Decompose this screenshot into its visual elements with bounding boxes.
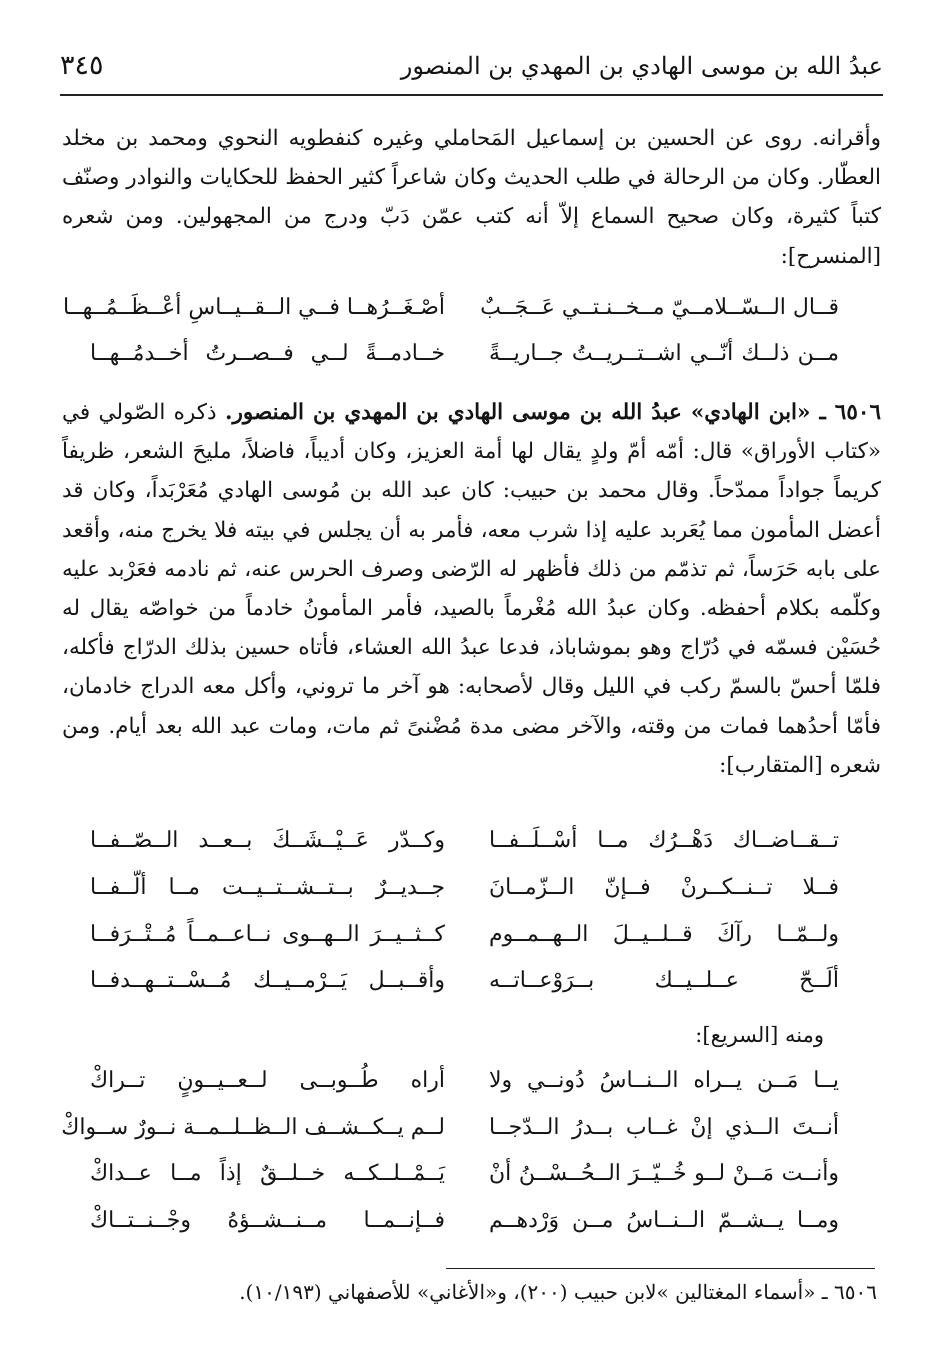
poem-2-verse-2 [90,875,839,909]
footnote-divider [446,1268,875,1269]
poem-2-verse-1-second-hemistich: وكــدّر عَــيْــشَــكَ بــعــد الــصّــفــا [90,828,445,853]
poem-1-verse-2 [90,341,839,375]
intro-paragraph: وأقرانه. روى عن الحسين بن إسماعيل المَحاملي وغيره كنفطويه النحوي ومحمد بن مخلد العطّار. وكان من الرحالة في طلب الحديث وكان شاعراً كثير الحفظ للحكايات والنوادر وصنّف كتباً كثيرة، وكان صحيح السماع إلاّ أنه كتب عمّن دَبّ ودرج من المجهولين. ومن شعره [المنسرح]: [62,126,881,269]
poem-3-verse-3-first-hemistich: وأنــت مَــنْ لــو خُــيّــرَ الــحُــسْــنُ أنْ [489,1161,839,1186]
poem-3-verse-3 [90,1161,839,1195]
poem-1-verse-1 [62,295,839,329]
poem-3-verse-3-second-hemistich: يَــمْــلــكــه خــلــقٌ إذاً مــا عــداكْ [90,1161,445,1186]
poem-2-verse-2-second-hemistich: جــديــرٌ بــتــشــتــيــت مــا ألّــفــا [90,875,445,900]
running-title: عبدُ الله بن موسى الهادي بن المهدي بن المنصور [400,52,883,80]
page-number: ٣٤٥ [60,50,104,81]
poem-3-verse-1-first-hemistich: يــا مَــن يــراه الــنــاسُ دُونــي ولا [489,1068,839,1093]
poem-3-verse-2-second-hemistich: لــم يــكــشــف الــظــلــمــة نــورٌ ســواكْ [61,1115,445,1140]
poem-2-verse-3-first-hemistich: ولــمّــا رآكَ قــلــيــلَ الــهــمــوم [489,922,839,947]
biography-heading: ٦٥٠٦ ـ «ابن الهادي» عبدُ الله بن موسى الهادي بن المهدي بن المنصور. [224,400,881,425]
poem-3-verse-4 [90,1208,839,1242]
poem-3-verse-2-first-hemistich: أنــتَ الــذي إنْ غــاب بــدرُ الــدّجــا [489,1115,839,1140]
biography-entry [62,393,881,785]
poem-2-verse-4-second-hemistich: وأقــبــل يَــرْمــيــك مُــسْــتــهــدفــا [90,968,445,993]
poem-1-verse-2-second-hemistich: خــادمــةً لــي فــصــرتُ أخــدمُــهــا [90,341,445,366]
poem-3-verse-1 [90,1068,839,1102]
poem-1-verse-1-second-hemistich: أصْـغَــرُهــا فــي الــقــيــاسِ أعْــظَــمُــهــا [62,295,445,320]
poem-2-verse-3-second-hemistich: كــثــيــرَ الــهــوى نــاعــمــاً مُــتْــرَفــا [90,922,445,947]
biography-text: ذكره الصّولي في «كتاب الأوراق» قال: أمّه أمّ ولدٍ يقال لها أمة العزيز، وكان أديباً، فاضلاً، مليحَ الشعر، ظريفاً كريماً جواداً ممدّحاً. وقال محمد بن حبيب: كان عبد الله بن مُوسى الهادي مُعَرْبَداً، وكان قد أعضل المأمون مما يُعَربد عليه إذا شرب معه، فأمر به أن يجلس في بيته فلا يخرج منه، وأقعد على بابه حَرَساً، ثم تذمّم من ذلك فأظهر له الرّضى وصرف الحرس عنه، ثم نادمه فعَرْبد عليه وكلّمه بكلام أحفظه. وكان عبدُ الله مُغْرماً بالصيد، فأمر المأمونُ خادماً من خواصّه يقال له حُسَيْن فسمّه في دُرّاج وهو بموشاباذ، فدعا عبدُ الله العشاء، فأتاه حسين بذلك الدرّاج فأكله، فلمّا أحسّ بالسمّ ركب في الليل وقال لأصحابه: هو آخر ما تروني، وأكل معه الدراج خادمان، فأمّا أحدُهما فمات من وقته، والآخر مضى مدة مُضْنىً ثم مات، ومات عبد الله بعد أيام. ومن شعره [المتقارب]: [62,400,881,778]
poem-2-verse-4 [90,968,839,1002]
poem-1-verse-1-first-hemistich: قــال الــسّــلامــيّ مــخــنـتــي عَــجَــبٌ [480,295,839,320]
header-divider [60,94,883,96]
footnote: ٦٥٠٦ ـ «أسماء المغتالين »لابن حبيب (٢٠٠)، و«الأغاني» للأصفهاني (١٠/١٩٣). [239,1280,877,1304]
poem-2-verse-1 [90,828,839,862]
poem-2-verse-1-first-hemistich: تــقــاضــاك دَهْــرُك مــا أسْــلَــفــا [489,828,839,853]
poem-2-verse-3 [90,922,839,956]
poem-3-verse-4-second-hemistich: فــإنــمــا مــنــشــؤهُ وجْــنــتــاكْ [90,1208,445,1233]
poem-3-meter-label: ومنه [السريع]: [695,1023,824,1047]
poem-3-verse-4-first-hemistich: ومــا يــشــمّ الــنــاسُ مــن وَرْدهــم [489,1208,839,1233]
poem-1-verse-2-first-hemistich: مــن ذلــك أنّــي اشــتــريــتُ جــاريــةً [489,341,839,366]
poem-3-verse-2 [61,1115,839,1149]
poem-3-verse-1-second-hemistich: أراه طُــوبــى لــعــيــونٍ تــراكْ [90,1068,445,1093]
poem-2-verse-2-first-hemistich: فــلا تــنــكــرنْ فــإنّ الــزّمــانَ [489,875,839,900]
page-header [60,50,883,90]
poem-2-verse-4-first-hemistich: ألَــحّ عــلــيــك بــرَوْعــاتــه [489,968,839,993]
